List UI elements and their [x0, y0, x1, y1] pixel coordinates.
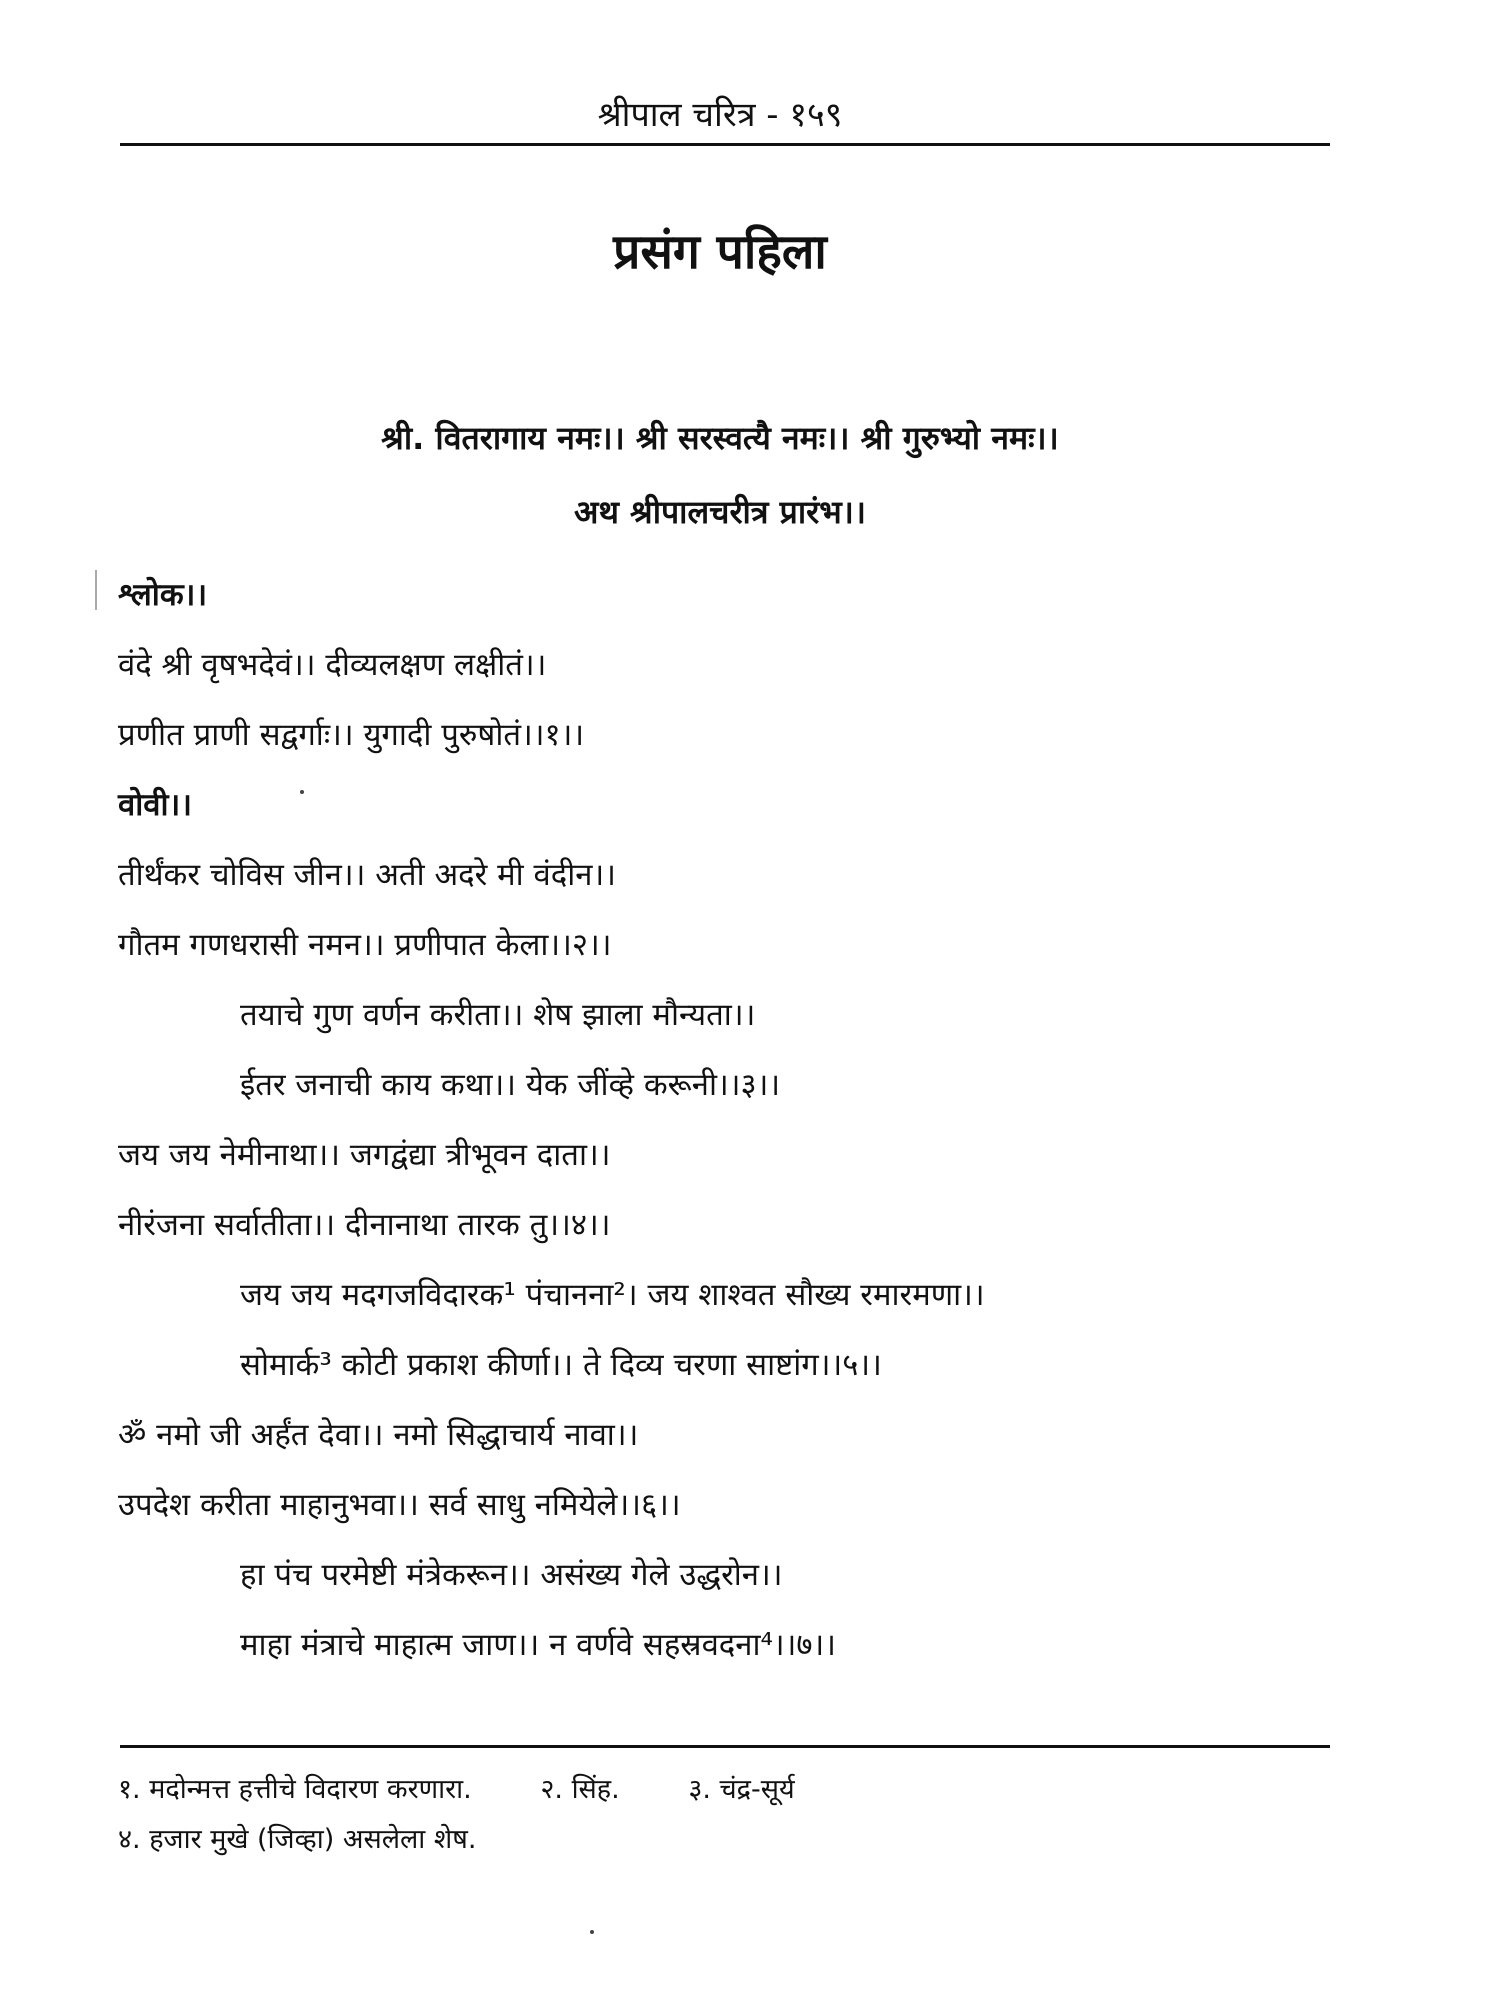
- footnote-rule: [120, 1745, 1330, 1748]
- scan-speck: [590, 1930, 594, 1934]
- verse-line: जय जय मदगजविदारक¹ पंचानना²। जय शाश्वत सौख्य रमारमणा।।: [240, 1277, 985, 1313]
- verse-block: [118, 560, 1338, 1680]
- scan-edge-mark: [95, 570, 97, 610]
- footnote-1: १. मदोन्मत्त हत्तीचे विदारण करणारा.: [118, 1774, 472, 1805]
- verse-line: वोवी।।: [118, 787, 193, 823]
- scan-speck: [300, 790, 304, 794]
- invocation-line-1: श्री. वितरागाय नमः।। श्री सरस्वत्यै नमः।। श्री गुरुभ्यो नमः।।: [381, 419, 1059, 457]
- verse-line: माहा मंत्राचे माहात्म जाण।। न वर्णवे सहस्रवदना⁴।।७।।: [240, 1627, 837, 1663]
- footnotes: [118, 1765, 1338, 1865]
- verse-line: ॐ नमो जी अर्हंत देवा।। नमो सिद्धाचार्य नावा।।: [118, 1417, 639, 1453]
- verse-line: गौतम गणधरासी नमन।। प्रणीपात केला।।२।।: [118, 927, 612, 963]
- header-rule: [120, 143, 1330, 146]
- footnote-row: [118, 1765, 1338, 1815]
- verse-line: तीर्थंकर चोविस जीन।। अती अदरे मी वंदीन।।: [118, 857, 616, 893]
- verse-line: उपदेश करीता माहानुभवा।। सर्व साधु नमियेले।।६।।: [118, 1487, 681, 1523]
- verse-line: जय जय नेमीनाथा।। जगद्वंद्या त्रीभूवन दाता।।: [118, 1137, 611, 1173]
- invocation-line-2: अथ श्रीपालचरीत्र प्रारंभ।।: [574, 493, 866, 531]
- verse-line: हा पंच परमेष्टी मंत्रेकरून।। असंख्य गेले उद्धरोन।।: [240, 1557, 783, 1593]
- verse-line: सोमार्क³ कोटी प्रकाश कीर्णा।। ते दिव्य चरणा साष्टांग।।५।।: [240, 1347, 882, 1383]
- chapter-title: प्रसंग पहिला: [613, 224, 827, 280]
- verse-line: तयाचे गुण वर्णन करीता।। शेष झाला मौन्यता।।: [240, 997, 756, 1033]
- footnote-row: [118, 1815, 1338, 1865]
- footnote-2: २. सिंह.: [540, 1774, 620, 1805]
- verse-line: ईतर जनाची काय कथा।। येक जींव्हे करूनी।।३।।: [240, 1067, 781, 1103]
- verse-line: श्लोक।।: [118, 577, 208, 613]
- footnote-3: ३. चंद्र-सूर्य: [688, 1774, 795, 1805]
- verse-line: वंदे श्री वृषभदेवं।। दीव्यलक्षण लक्षीतं।।: [118, 647, 547, 683]
- verse-line: नीरंजना सर्वातीता।। दीनानाथा तारक तु।।४।।: [118, 1207, 611, 1243]
- footnote-4: ४. हजार मुखे (जिव्हा) असलेला शेष.: [118, 1824, 477, 1855]
- running-header: श्रीपाल चरित्र - १५९: [597, 95, 843, 135]
- verse-line: प्रणीत प्राणी सद्वर्गाः।। युगादी पुरुषोतं।।१।।: [118, 717, 585, 753]
